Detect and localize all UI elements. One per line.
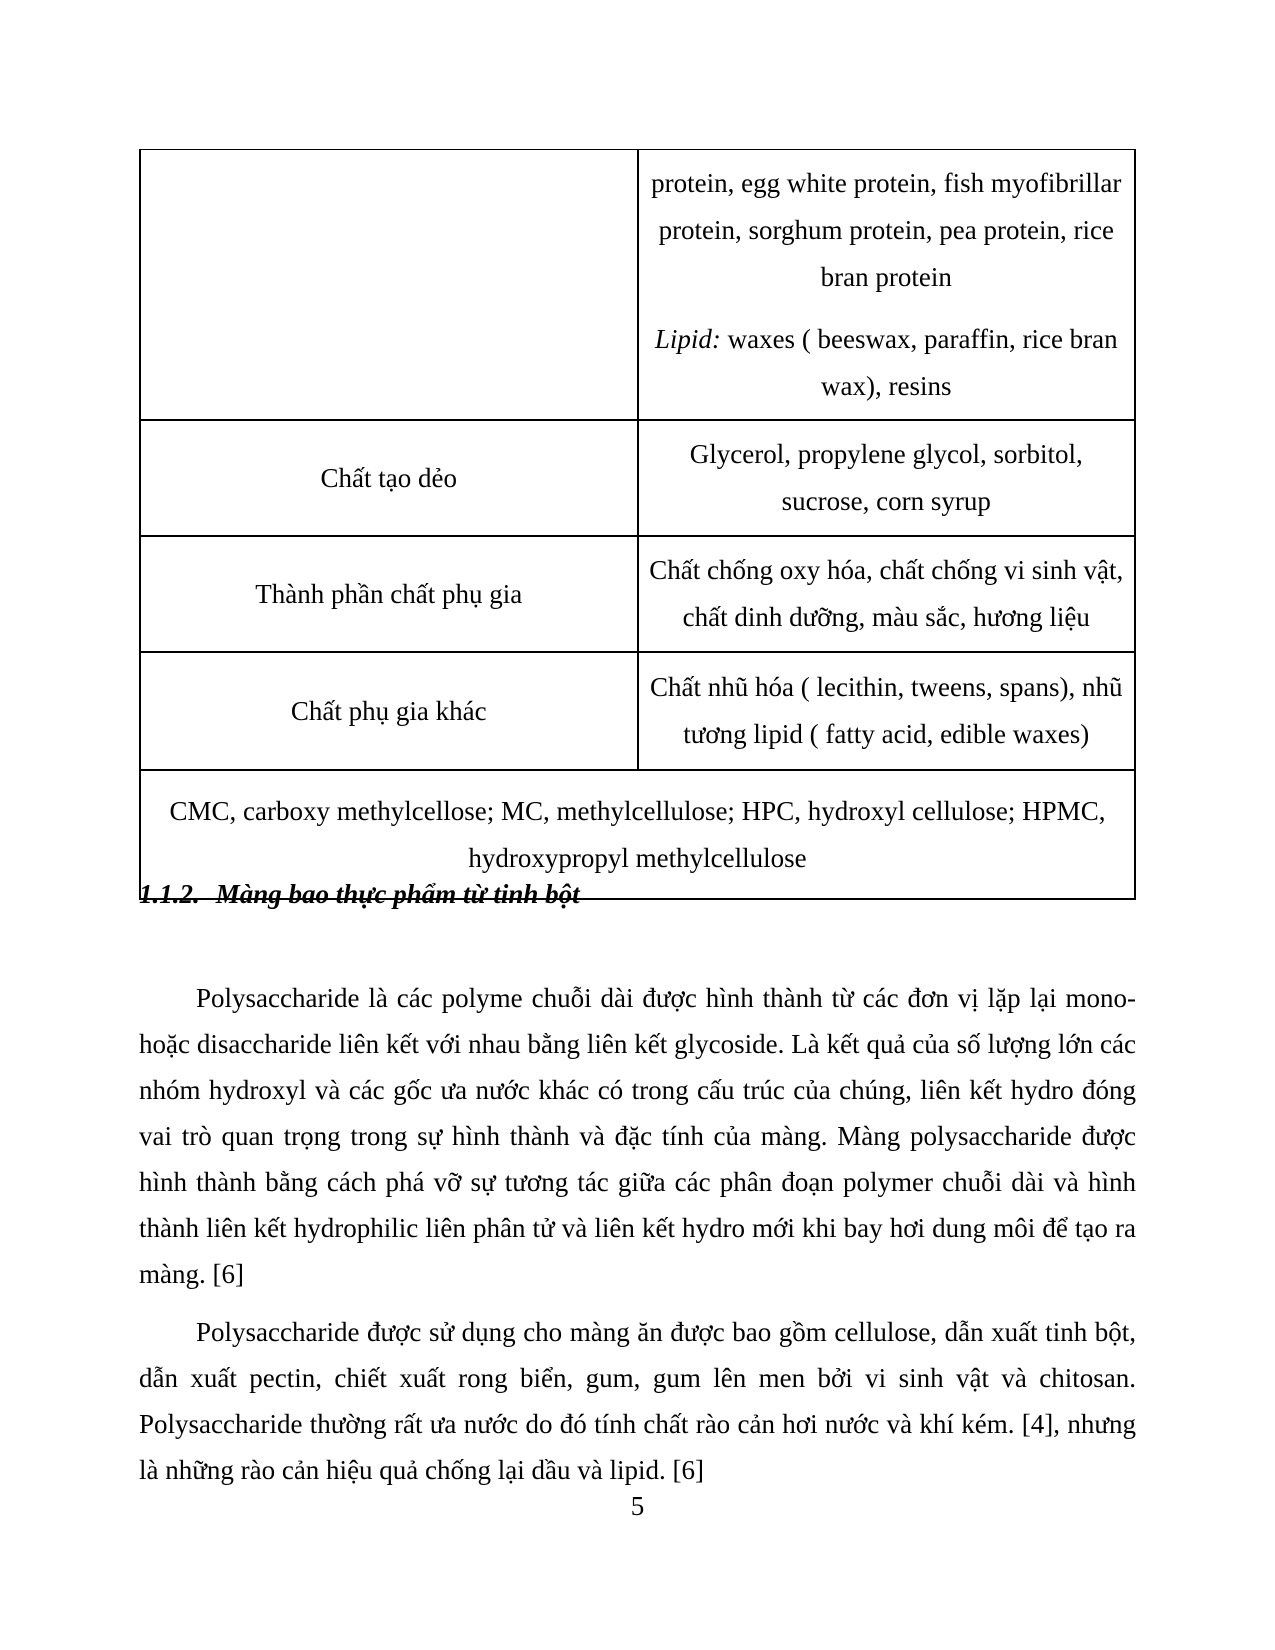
section-number: 1.1.2. [139,879,200,909]
lipid-text: waxes ( beeswax, paraffin, rice bran wax), resins [720,323,1118,401]
body-paragraph-1: Polysaccharide là các polyme chuỗi dài được hình thành từ các đơn vị lặp lại mono- hoặc disaccharide liên kết với nhau bằng liên kết glycoside. Là kết quả của số lượng lớn các nhóm hydroxyl và các gốc ưa nước khác có trong cấu trúc của chúng, liên kết hydro đóng vai trò quan trọng trong sự hình thành và đặc tính của màng. Màng polysaccharide được hình thành bằng cách phá vỡ sự tương tác giữa các phân đoạn polymer chuỗi dài và hình thành liên kết hydrophilic liên phân tử và liên kết hydro mới khi bay hơi dung môi để tạo ra màng. [6] [139,983,1136,1289]
lipid-list-text [649,316,1125,410]
table-cell-content: Chất chống oxy hóa, chất chống vi sinh vật, chất dinh dưỡng, màu sắc, hương liệu [638,536,1136,652]
table-cell-content [638,150,1136,421]
page-number: 5 [630,1491,645,1521]
table-cell-label: Chất phụ gia khác [140,652,638,770]
table-row [140,536,1135,652]
table-row [140,420,1135,536]
table-cell-label: Chất tạo dẻo [140,420,638,536]
table-row [140,652,1135,770]
table-row [140,150,1135,421]
protein-list-text: protein, egg white protein, fish myofibrillar protein, sorghum protein, pea protein, rice bran protein [651,167,1122,292]
section-title: Màng bao thực phẩm từ tinh bột [215,879,580,909]
table-cell-label: Thành phần chất phụ gia [140,536,638,652]
section-heading [139,874,1136,914]
body-paragraph-2: Polysaccharide được sử dụng cho màng ăn được bao gồm cellulose, dẫn xuất tinh bột, dẫn xuất pectin, chiết xuất rong biển, gum, gum lên men bởi vi sinh vật và chitosan. Polysaccharide thường rất ưa nước do đó tính chất rào cản hơi nước và khí kém. [4], nhưng là những rào cản hiệu quả chống lại dầu và lipid. [6] [139,1317,1136,1485]
table-cell-content: Chất nhũ hóa ( lecithin, tweens, spans), nhũ tương lipid ( fatty acid, edible waxes) [638,652,1136,770]
ingredients-table [139,149,1136,900]
lipid-label: Lipid: [654,323,721,354]
table-footnote: CMC, carboxy methylcellose; MC, methylcellulose; HPC, hydroxyl cellulose; HPMC, hydroxypropyl methylcellulose [140,770,1135,899]
table-cell-label-empty [140,150,638,421]
table-cell-content: Glycerol, propylene glycol, sorbitol, sucrose, corn syrup [638,420,1136,536]
